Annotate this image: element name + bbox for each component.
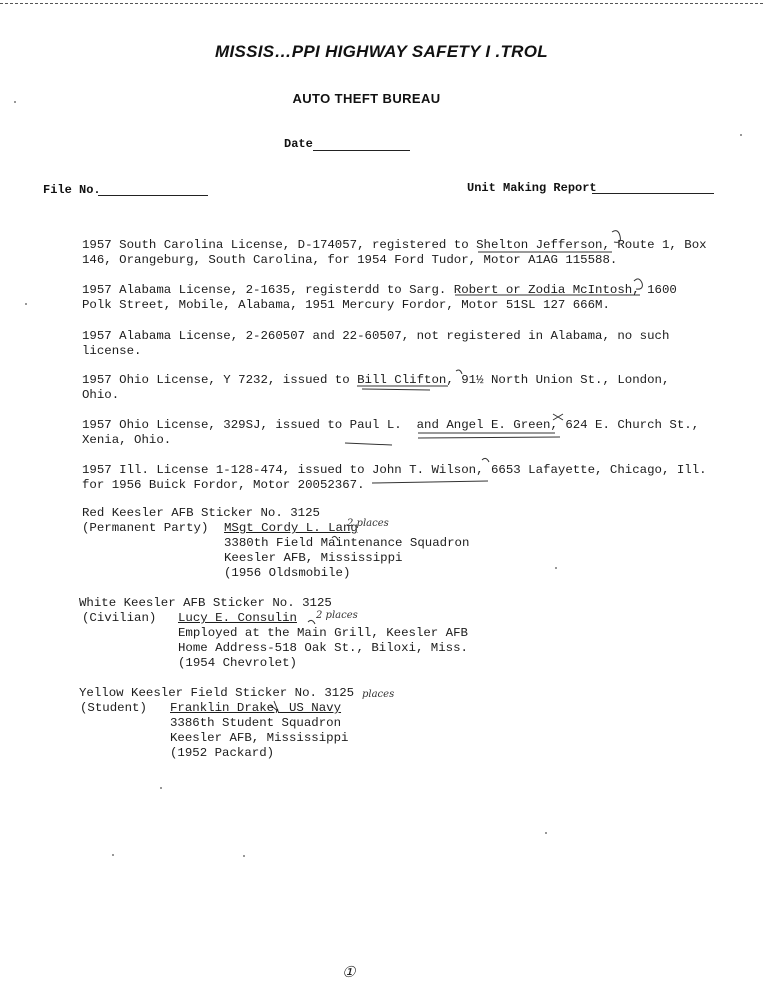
entry-line: license. xyxy=(82,344,142,358)
entry-line: 1957 Ill. License 1-128-474, issued to John T. Wilson, 6653 Lafayette, Chicago, Ill. xyxy=(82,463,707,477)
sticker-person: MSgt Cordy L. Lang xyxy=(224,521,358,535)
sticker-person: Franklin Drake, US Navy xyxy=(170,701,342,715)
page-number: ① xyxy=(342,963,356,981)
agency-title: MISSIS…PPI HIGHWAY SAFETY I .TROL xyxy=(215,42,548,61)
scan-speck xyxy=(545,832,547,834)
sticker-red-details xyxy=(224,521,469,581)
sticker-detail: (1954 Chevrolet) xyxy=(178,656,297,670)
handwritten-note: places xyxy=(362,689,395,700)
date-label: Date xyxy=(284,137,313,151)
sticker-red-category: (Permanent Party) xyxy=(82,521,209,535)
scan-speck xyxy=(243,855,245,857)
scan-speck xyxy=(112,854,114,856)
sticker-yellow xyxy=(79,686,354,701)
handwritten-note: 2 places xyxy=(316,610,358,621)
sticker-detail: Home Address-518 Oak St., Biloxi, Miss. xyxy=(178,641,468,655)
sticker-detail: 3380th Field Maintenance Squadron xyxy=(224,536,470,550)
entry-line: Xenia, Ohio. xyxy=(82,433,172,447)
sticker-white-category: (Civilian) xyxy=(82,611,157,625)
sticker-detail: Keesler AFB, Mississippi xyxy=(170,731,349,745)
scan-speck xyxy=(740,134,742,136)
entry-line: for 1956 Buick Fordor, Motor 20052367. xyxy=(82,478,365,492)
sticker-red xyxy=(82,506,320,521)
scan-speck xyxy=(555,567,557,569)
sticker-detail: (1952 Packard) xyxy=(170,746,275,760)
sticker-person: Lucy E. Consulin xyxy=(178,611,297,625)
handwritten-note: 2 places xyxy=(347,518,389,529)
sticker-yellow-details xyxy=(170,701,348,761)
entry-line: 146, Orangeburg, South Carolina, for 1954 Ford Tudor, Motor A1AG 115588. xyxy=(82,253,618,267)
sticker-title: Red Keesler AFB Sticker No. 3125 xyxy=(82,506,320,520)
sticker-white xyxy=(79,596,332,611)
unit-label: Unit Making Report xyxy=(467,181,597,195)
scan-speck xyxy=(14,101,16,103)
entry-line: 1957 Ohio License, 329SJ, issued to Paul L. and Angel E. Green, 624 E. Church St., xyxy=(82,418,700,432)
sticker-detail: Keesler AFB, Mississippi xyxy=(224,551,403,565)
sticker-detail: 3386th Student Squadron xyxy=(170,716,342,730)
entry-line: 1957 Ohio License, Y 7232, issued to Bill Clifton, 91½ North Union St., London, xyxy=(82,373,670,387)
file-no-label: File No. xyxy=(43,183,101,197)
entry-line: Ohio. xyxy=(82,388,120,402)
scan-speck xyxy=(160,787,162,789)
scan-speck xyxy=(25,303,27,305)
sticker-title: White Keesler AFB Sticker No. 3125 xyxy=(79,596,332,610)
entry-line: 1957 Alabama License, 2-1635, registerdd to Sarg. Robert or Zodia McIntosh, 1600 xyxy=(82,283,677,297)
sticker-detail: Employed at the Main Grill, Keesler AFB xyxy=(178,626,468,640)
bureau-title: AUTO THEFT BUREAU xyxy=(292,91,441,106)
entry-line: 1957 Alabama License, 2-260507 and 22-60507, not registered in Alabama, no such xyxy=(82,329,670,343)
entry-line: Polk Street, Mobile, Alabama, 1951 Mercury Fordor, Motor 51SL 127 666M. xyxy=(82,298,610,312)
entry-line: 1957 South Carolina License, D-174057, registered to Shelton Jefferson, Route 1, Box xyxy=(82,238,707,252)
sticker-detail: (1956 Oldsmobile) xyxy=(224,566,351,580)
sticker-yellow-category: (Student) xyxy=(80,701,147,715)
sticker-title: Yellow Keesler Field Sticker No. 3125 xyxy=(79,686,355,700)
